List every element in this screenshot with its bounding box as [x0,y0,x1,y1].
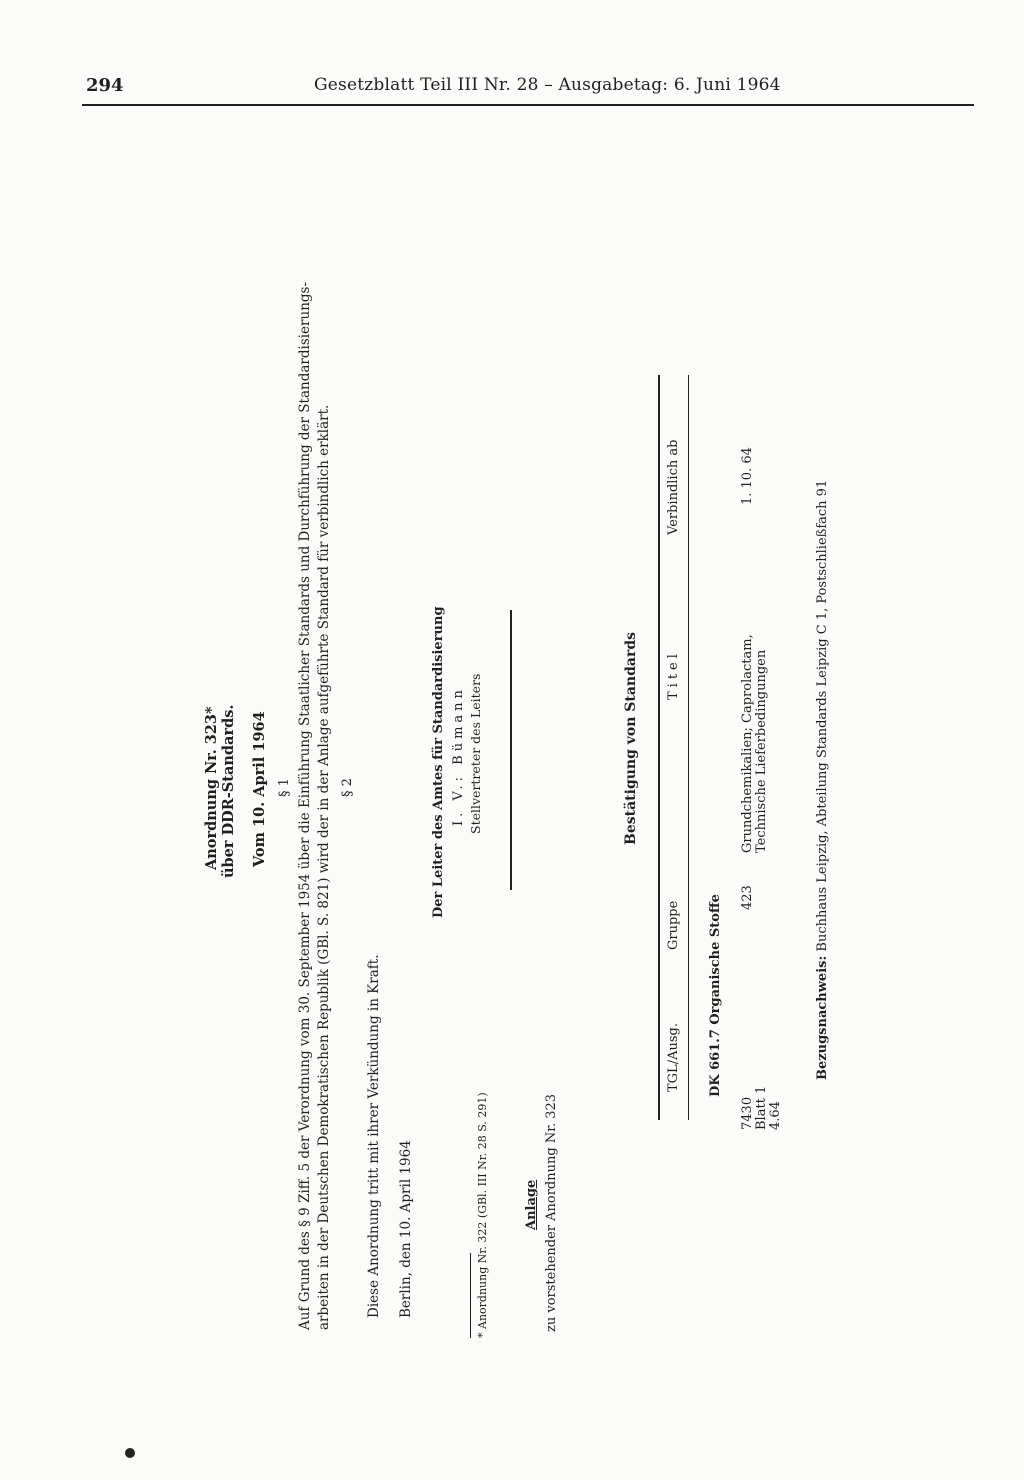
col-titel: Titel [666,650,681,700]
signer-role: Stellvertreter des Leiters [468,673,483,834]
running-header: Gesetzblatt Teil III Nr. 28 – Ausgabetag: 6. Juni 1964 [314,75,781,95]
row-gruppe: 423 [740,885,755,910]
footnote: * Anordnung Nr. 322 (GBl. III Nr. 28 S. 291) [476,1092,489,1338]
col-verbindlich: Verbindlich ab [666,439,681,535]
header-rule [82,104,974,106]
col-gruppe: Gruppe [666,900,681,950]
para1-line2: arbeiten in der Deutschen Demokratischen Republik (GBl. S. 821) wird der in der Anlage aufgeführte Standard für verbindlich erklärt. [316,404,332,1330]
order-title-line1: Anordnung Nr. 323* [203,706,220,870]
row-tgl-line2: Blatt 1 [754,1085,769,1130]
table-header-rule [688,375,689,1120]
row-verbindlich: 1. 10. 64 [740,447,755,505]
signer-title: Der Leiter des Amtes für Standardisierung [431,606,446,918]
signature-rule [510,610,512,890]
source-note [815,480,830,1080]
scan-speck [125,1448,135,1458]
row-tgl-line3: 4.64 [768,1101,783,1130]
place-date: Berlin, den 10. April 1964 [398,1140,414,1318]
para2-label: § 2 [340,778,355,797]
rotated-page-content [140,130,1020,1430]
row-titel-line1: Grundchemikalien; Caprolactam, [740,634,755,853]
page-number: 294 [86,75,124,96]
annex-heading: Bestätigung von Standards [623,631,639,845]
section-title: DK 661.7 Organische Stoffe [708,894,723,1097]
col-tgl: TGL/Ausg. [666,1023,681,1092]
row-titel-line2: Technische Lieferbedingungen [754,649,769,853]
table-top-rule [658,375,660,1120]
para1-label: § 1 [277,778,292,797]
source-text: Buchhaus Leipzig, Abteilung Standards Leipzig C 1, Postschließfach 91 [815,479,830,952]
annex-title: Anlage [524,1179,539,1230]
annex-subtitle: zu vorstehender Anordnung Nr. 323 [544,1093,559,1332]
para1-line1: Auf Grund des § 9 Ziff. 5 der Verordnung vom 30. September 1954 über die Einführung Staatlicher Standards und Durchführung der Standardisierungs- [297,281,313,1330]
footnote-rule [470,1253,471,1338]
order-date: Vom 10. April 1964 [251,711,268,867]
signer-name: I. V.: Bümann [451,686,466,826]
order-title-line2: über DDR-Standards. [220,704,237,878]
source-label: Bezugsnachweis: [815,955,830,1080]
row-tgl-line1: 7430 [740,1096,755,1130]
para2-text: Diese Anordnung tritt mit ihrer Verkündung in Kraft. [366,954,382,1318]
